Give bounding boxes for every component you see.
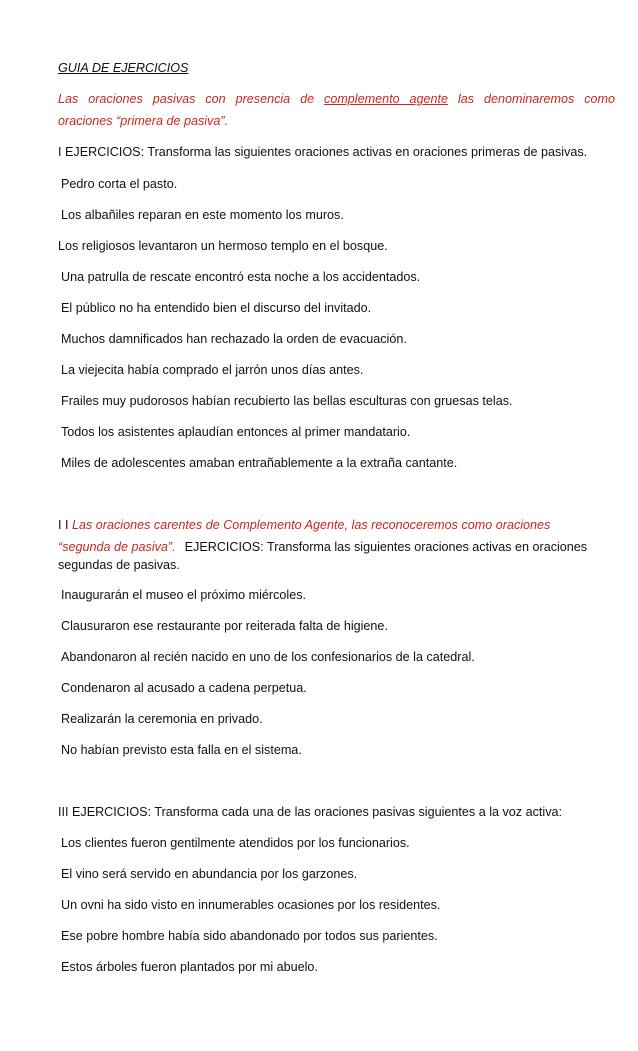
section2-prefix: I I bbox=[58, 518, 72, 532]
list-item: El público no ha entendido bien el discurso del invitado. bbox=[61, 301, 372, 315]
list-item: La viejecita había comprado el jarrón unos días antes. bbox=[61, 363, 364, 377]
intro-line-2: oraciones “primera de pasiva”. bbox=[58, 114, 229, 128]
list-item: No habían previsto esta falla en el sistema. bbox=[61, 743, 302, 757]
list-item: Una patrulla de rescate encontró esta noche a los accidentados. bbox=[61, 270, 421, 284]
section2-heading-line-1 bbox=[58, 517, 550, 533]
list-item: Los religiosos levantaron un hermoso templo en el bosque. bbox=[58, 239, 388, 253]
list-item: Todos los asistentes aplaudían entonces al primer mandatario. bbox=[61, 425, 411, 439]
section1-heading: I EJERCICIOS: Transforma las siguientes oraciones activas en oraciones primeras de pasivas. bbox=[58, 145, 588, 159]
list-item: Los clientes fueron gentilmente atendidos por los funcionarios. bbox=[61, 836, 410, 850]
section2-heading-line-2 bbox=[58, 539, 587, 555]
list-item: Frailes muy pudorosos habían recubierto las bellas esculturas con gruesas telas. bbox=[61, 394, 513, 408]
list-item: Clausuraron ese restaurante por reiterada falta de higiene. bbox=[61, 619, 388, 633]
list-item: Estos árboles fueron plantados por mi abuelo. bbox=[61, 960, 318, 974]
page-title: GUIA DE EJERCICIOS bbox=[58, 61, 189, 75]
segunda-de-pasiva-term: “segunda de pasiva”. bbox=[58, 540, 176, 554]
list-item: Ese pobre hombre había sido abandonado por todos sus parientes. bbox=[61, 929, 438, 943]
list-item: Muchos damnificados han rechazado la orden de evacuación. bbox=[61, 332, 407, 346]
section3-heading: III EJERCICIOS: Transforma cada una de las oraciones pasivas siguientes a la voz activa: bbox=[58, 805, 562, 819]
section2-instruction: EJERCICIOS: Transforma las siguientes oraciones activas en oraciones bbox=[184, 540, 588, 554]
intro-line-1 bbox=[58, 91, 615, 107]
list-item: Los albañiles reparan en este momento los muros. bbox=[61, 208, 344, 222]
intro-text-before: Las oraciones pasivas con presencia de bbox=[58, 92, 325, 106]
list-item: Miles de adolescentes amaban entrañablemente a la extraña cantante. bbox=[61, 456, 458, 470]
section2-heading-line-3: segundas de pasivas. bbox=[58, 558, 180, 572]
intro-text-after: las denominaremos como bbox=[448, 92, 615, 106]
list-item: Condenaron al acusado a cadena perpetua. bbox=[61, 681, 307, 695]
complemento-agente-term: complemento agente bbox=[324, 92, 449, 106]
list-item: El vino será servido en abundancia por los garzones. bbox=[61, 867, 358, 881]
section2-definition: Las oraciones carentes de Complemento Agente, las reconoceremos como oraciones bbox=[72, 518, 551, 532]
list-item: Pedro corta el pasto. bbox=[61, 177, 178, 191]
list-item: Abandonaron al recién nacido en uno de los confesionarios de la catedral. bbox=[61, 650, 475, 664]
list-item: Inaugurarán el museo el próximo miércoles. bbox=[61, 588, 306, 602]
list-item: Un ovni ha sido visto en innumerables ocasiones por los residentes. bbox=[61, 898, 441, 912]
list-item: Realizarán la ceremonia en privado. bbox=[61, 712, 263, 726]
